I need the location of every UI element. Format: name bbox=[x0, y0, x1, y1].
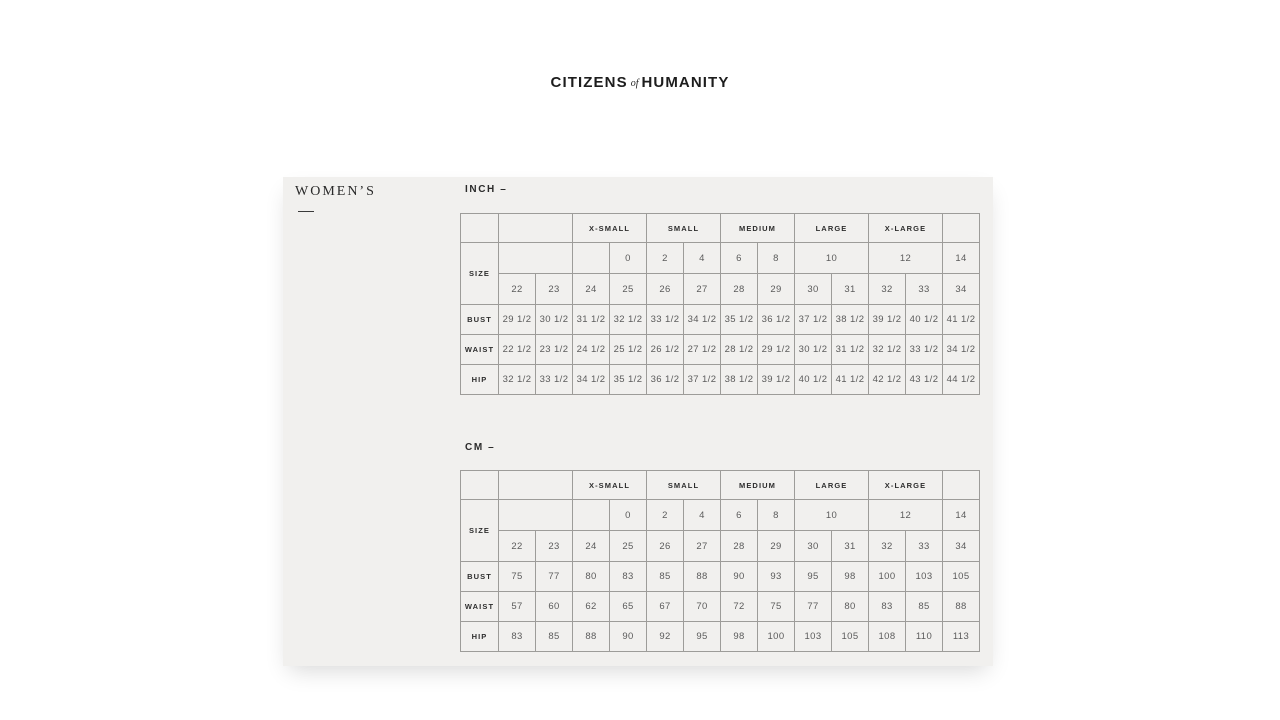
numeric-size-cell: 22 bbox=[499, 531, 536, 562]
measurement-value-cell: 77 bbox=[795, 592, 832, 622]
measurement-row-label: HIP bbox=[461, 622, 499, 652]
size-group-header: LARGE bbox=[795, 214, 869, 243]
numeric-size-cell: 33 bbox=[906, 531, 943, 562]
measurement-value-cell: 31 1/2 bbox=[832, 335, 869, 365]
measurement-value-cell: 36 1/2 bbox=[758, 305, 795, 335]
us-size-cell: 6 bbox=[721, 243, 758, 274]
measurement-value-cell: 93 bbox=[758, 562, 795, 592]
numeric-size-cell: 34 bbox=[943, 531, 980, 562]
measurement-value-cell: 110 bbox=[906, 622, 943, 652]
numeric-size-cell: 25 bbox=[610, 274, 647, 305]
numeric-size-cell: 34 bbox=[943, 274, 980, 305]
measurement-value-cell: 103 bbox=[795, 622, 832, 652]
cm-unit-label: CM – bbox=[465, 442, 496, 453]
size-row-label: SIZE bbox=[461, 500, 499, 562]
measurement-row-label: BUST bbox=[461, 305, 499, 335]
inch-size-table bbox=[460, 213, 980, 395]
measurement-value-cell: 40 1/2 bbox=[906, 305, 943, 335]
measurement-value-cell: 98 bbox=[832, 562, 869, 592]
spacer-cell bbox=[499, 500, 573, 531]
us-size-cell: 12 bbox=[869, 243, 943, 274]
measurement-value-cell: 25 1/2 bbox=[610, 335, 647, 365]
numeric-size-cell: 27 bbox=[684, 531, 721, 562]
measurement-value-cell: 67 bbox=[647, 592, 684, 622]
size-group-header: LARGE bbox=[795, 471, 869, 500]
measurement-row-label: HIP bbox=[461, 365, 499, 395]
corner-cell bbox=[461, 471, 499, 500]
measurement-value-cell: 80 bbox=[573, 562, 610, 592]
measurement-value-cell: 41 1/2 bbox=[832, 365, 869, 395]
measurement-value-cell: 39 1/2 bbox=[758, 365, 795, 395]
measurement-value-cell: 95 bbox=[795, 562, 832, 592]
measurement-value-cell: 23 1/2 bbox=[536, 335, 573, 365]
measurement-row-label: WAIST bbox=[461, 335, 499, 365]
measurement-value-cell: 30 1/2 bbox=[795, 335, 832, 365]
us-size-cell: 2 bbox=[647, 500, 684, 531]
inch-unit-label: INCH – bbox=[465, 184, 508, 195]
measurement-value-cell: 38 1/2 bbox=[832, 305, 869, 335]
us-size-cell: 12 bbox=[869, 500, 943, 531]
numeric-size-cell: 28 bbox=[721, 274, 758, 305]
brand-logo-humanity: HUMANITY bbox=[641, 74, 730, 91]
measurement-value-cell: 88 bbox=[573, 622, 610, 652]
numeric-size-cell: 29 bbox=[758, 531, 795, 562]
measurement-value-cell: 33 1/2 bbox=[647, 305, 684, 335]
measurement-value-cell: 32 1/2 bbox=[610, 305, 647, 335]
measurement-value-cell: 33 1/2 bbox=[906, 335, 943, 365]
measurement-value-cell: 100 bbox=[758, 622, 795, 652]
measurement-value-cell: 90 bbox=[721, 562, 758, 592]
measurement-value-cell: 43 1/2 bbox=[906, 365, 943, 395]
measurement-value-cell: 35 1/2 bbox=[610, 365, 647, 395]
section-title-underline bbox=[298, 211, 314, 212]
measurement-value-cell: 80 bbox=[832, 592, 869, 622]
measurement-value-cell: 65 bbox=[610, 592, 647, 622]
us-size-cell: 10 bbox=[795, 500, 869, 531]
size-chart-panel bbox=[283, 177, 993, 666]
measurement-value-cell: 37 1/2 bbox=[684, 365, 721, 395]
measurement-value-cell: 85 bbox=[906, 592, 943, 622]
us-size-cell: 0 bbox=[610, 500, 647, 531]
measurement-value-cell: 72 bbox=[721, 592, 758, 622]
measurement-value-cell: 103 bbox=[906, 562, 943, 592]
measurement-value-cell: 22 1/2 bbox=[499, 335, 536, 365]
measurement-value-cell: 34 1/2 bbox=[573, 365, 610, 395]
measurement-value-cell: 85 bbox=[536, 622, 573, 652]
measurement-value-cell: 33 1/2 bbox=[536, 365, 573, 395]
us-size-cell: 0 bbox=[610, 243, 647, 274]
measurement-value-cell: 105 bbox=[832, 622, 869, 652]
cm-size-table bbox=[460, 470, 980, 652]
measurement-value-cell: 37 1/2 bbox=[795, 305, 832, 335]
measurement-value-cell: 83 bbox=[499, 622, 536, 652]
size-group-header: MEDIUM bbox=[721, 471, 795, 500]
size-group-header: X-SMALL bbox=[573, 214, 647, 243]
corner-cell bbox=[461, 214, 499, 243]
spacer-cell bbox=[573, 243, 610, 274]
measurement-value-cell: 39 1/2 bbox=[869, 305, 906, 335]
measurement-value-cell: 75 bbox=[499, 562, 536, 592]
size-group-header: MEDIUM bbox=[721, 214, 795, 243]
us-size-cell: 14 bbox=[943, 243, 980, 274]
measurement-value-cell: 83 bbox=[610, 562, 647, 592]
measurement-value-cell: 105 bbox=[943, 562, 980, 592]
us-size-cell: 4 bbox=[684, 243, 721, 274]
numeric-size-cell: 25 bbox=[610, 531, 647, 562]
us-size-cell: 4 bbox=[684, 500, 721, 531]
measurement-value-cell: 42 1/2 bbox=[869, 365, 906, 395]
measurement-value-cell: 32 1/2 bbox=[869, 335, 906, 365]
measurement-value-cell: 40 1/2 bbox=[795, 365, 832, 395]
spacer-cell bbox=[943, 471, 980, 500]
measurement-value-cell: 60 bbox=[536, 592, 573, 622]
measurement-value-cell: 90 bbox=[610, 622, 647, 652]
numeric-size-cell: 26 bbox=[647, 274, 684, 305]
section-title-womens: WOMEN’S bbox=[295, 184, 376, 199]
numeric-size-cell: 31 bbox=[832, 531, 869, 562]
size-row-label: SIZE bbox=[461, 243, 499, 305]
measurement-value-cell: 98 bbox=[721, 622, 758, 652]
numeric-size-cell: 24 bbox=[573, 274, 610, 305]
measurement-value-cell: 30 1/2 bbox=[536, 305, 573, 335]
numeric-size-cell: 26 bbox=[647, 531, 684, 562]
spacer-cell bbox=[499, 243, 573, 274]
numeric-size-cell: 30 bbox=[795, 531, 832, 562]
size-group-header: X-SMALL bbox=[573, 471, 647, 500]
measurement-value-cell: 38 1/2 bbox=[721, 365, 758, 395]
measurement-row-label: BUST bbox=[461, 562, 499, 592]
brand-logo-citizens: CITIZENS bbox=[550, 74, 628, 91]
measurement-value-cell: 95 bbox=[684, 622, 721, 652]
measurement-value-cell: 108 bbox=[869, 622, 906, 652]
measurement-value-cell: 35 1/2 bbox=[721, 305, 758, 335]
measurement-value-cell: 113 bbox=[943, 622, 980, 652]
measurement-value-cell: 27 1/2 bbox=[684, 335, 721, 365]
measurement-value-cell: 75 bbox=[758, 592, 795, 622]
measurement-value-cell: 34 1/2 bbox=[684, 305, 721, 335]
size-group-header: X-LARGE bbox=[869, 471, 943, 500]
brand-logo-of: of bbox=[630, 78, 639, 89]
spacer-cell bbox=[573, 500, 610, 531]
measurement-value-cell: 57 bbox=[499, 592, 536, 622]
numeric-size-cell: 31 bbox=[832, 274, 869, 305]
spacer-cell bbox=[499, 214, 573, 243]
measurement-value-cell: 26 1/2 bbox=[647, 335, 684, 365]
numeric-size-cell: 23 bbox=[536, 274, 573, 305]
measurement-value-cell: 28 1/2 bbox=[721, 335, 758, 365]
brand-logo bbox=[0, 74, 1280, 92]
measurement-value-cell: 32 1/2 bbox=[499, 365, 536, 395]
numeric-size-cell: 23 bbox=[536, 531, 573, 562]
measurement-value-cell: 44 1/2 bbox=[943, 365, 980, 395]
measurement-value-cell: 77 bbox=[536, 562, 573, 592]
us-size-cell: 8 bbox=[758, 500, 795, 531]
measurement-value-cell: 92 bbox=[647, 622, 684, 652]
spacer-cell bbox=[499, 471, 573, 500]
us-size-cell: 10 bbox=[795, 243, 869, 274]
numeric-size-cell: 30 bbox=[795, 274, 832, 305]
us-size-cell: 6 bbox=[721, 500, 758, 531]
measurement-value-cell: 41 1/2 bbox=[943, 305, 980, 335]
us-size-cell: 2 bbox=[647, 243, 684, 274]
measurement-value-cell: 34 1/2 bbox=[943, 335, 980, 365]
measurement-value-cell: 88 bbox=[684, 562, 721, 592]
numeric-size-cell: 28 bbox=[721, 531, 758, 562]
size-group-header: SMALL bbox=[647, 471, 721, 500]
numeric-size-cell: 32 bbox=[869, 531, 906, 562]
measurement-value-cell: 62 bbox=[573, 592, 610, 622]
us-size-cell: 8 bbox=[758, 243, 795, 274]
numeric-size-cell: 29 bbox=[758, 274, 795, 305]
spacer-cell bbox=[943, 214, 980, 243]
numeric-size-cell: 22 bbox=[499, 274, 536, 305]
measurement-value-cell: 29 1/2 bbox=[499, 305, 536, 335]
measurement-row-label: WAIST bbox=[461, 592, 499, 622]
measurement-value-cell: 24 1/2 bbox=[573, 335, 610, 365]
numeric-size-cell: 24 bbox=[573, 531, 610, 562]
measurement-value-cell: 88 bbox=[943, 592, 980, 622]
size-group-header: X-LARGE bbox=[869, 214, 943, 243]
numeric-size-cell: 27 bbox=[684, 274, 721, 305]
us-size-cell: 14 bbox=[943, 500, 980, 531]
measurement-value-cell: 31 1/2 bbox=[573, 305, 610, 335]
measurement-value-cell: 29 1/2 bbox=[758, 335, 795, 365]
measurement-value-cell: 85 bbox=[647, 562, 684, 592]
measurement-value-cell: 70 bbox=[684, 592, 721, 622]
size-group-header: SMALL bbox=[647, 214, 721, 243]
measurement-value-cell: 100 bbox=[869, 562, 906, 592]
measurement-value-cell: 36 1/2 bbox=[647, 365, 684, 395]
numeric-size-cell: 33 bbox=[906, 274, 943, 305]
measurement-value-cell: 83 bbox=[869, 592, 906, 622]
numeric-size-cell: 32 bbox=[869, 274, 906, 305]
